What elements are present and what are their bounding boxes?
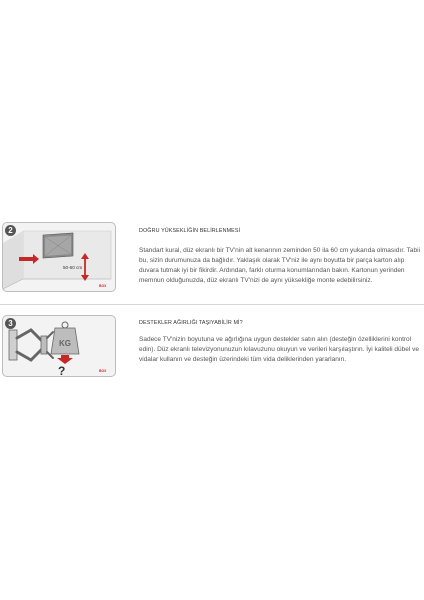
height-diagram (3, 223, 115, 291)
step-number-badge: 3 (5, 318, 16, 329)
section-divider (0, 304, 424, 305)
section-title: DESTEKLER AĞIRLIĞI TAŞIYABİLİR Mİ? (139, 320, 243, 326)
weight-diagram (3, 316, 115, 376)
down-arrow-icon (57, 355, 73, 364)
brand-logo: BOX (99, 369, 107, 373)
section-weight (0, 312, 424, 382)
weight-label: KG (59, 339, 71, 348)
section-body: Standart kural, düz ekranlı bir TV'nin alt kenarının zeminden 50 ila 60 cm yukarıda olmasıdır. Tabii bu, sizin durumunuza da bağlıdır. Yaklaşık olarak TV'niz ile aynı boyutta bir parça karton alıp duvara tutmak iyi bir fikirdir. Ardından, farklı oturma konumlarından bakın. Kartonun yerinden memnun olduğunuzda, düz ekranlı TV'nizi de aynı yüksekliğe monte edebilirsiniz. (139, 247, 421, 284)
section-title: DOĞRU YÜKSEKLİĞİN BELİRLENMESİ (139, 228, 241, 234)
section-body: Sadece TV'nizin boyutuna ve ağırlığına uygun destekler satın alın (desteğin özelliklerini kontrol edin). Düz ekranlı televizyonunuzun kılavuzunu okuyun ve verileri karşılaştırın. İyi kaliteli dübel ve vidalar kullanın ve desteğin üzerindeki tüm vida deliklerinden yararlanın. (139, 336, 419, 363)
weight-illustration (2, 315, 116, 377)
dimension-label: 50-60 cm (63, 265, 83, 270)
section-height (0, 218, 424, 302)
height-illustration (2, 222, 116, 292)
brand-logo: BOX (99, 284, 107, 288)
step-number-badge: 2 (5, 225, 16, 236)
tv-box-shape (43, 233, 73, 258)
weight-icon (51, 322, 79, 354)
question-mark: ? (58, 364, 66, 376)
wall-bracket-shape (9, 330, 53, 360)
